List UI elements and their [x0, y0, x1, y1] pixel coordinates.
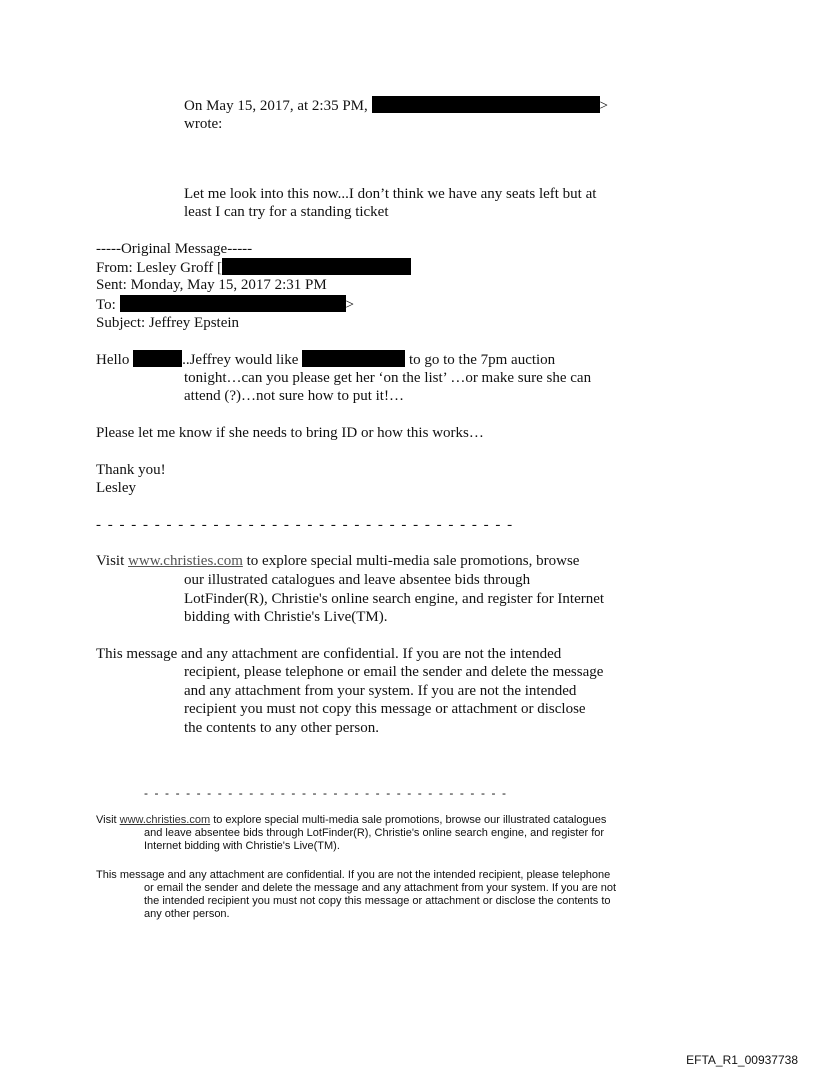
- confidential-line-4: recipient you must not copy this message or attachment or disclose: [184, 701, 586, 717]
- reply-wrote: wrote:: [184, 116, 223, 132]
- body-line-3: attend (?)…not sure how to put it!…: [184, 388, 404, 404]
- to-label: To:: [96, 297, 116, 313]
- visit-line-2: our illustrated catalogues and leave absentee bids through: [184, 572, 531, 588]
- confidential-line-2: recipient, please telephone or email the sender and delete the message: [184, 664, 604, 680]
- visit-line-4: bidding with Christie's Live(TM).: [184, 609, 388, 625]
- confidential-line-5: the contents to any other person.: [184, 720, 379, 736]
- visit-text-1: to explore special multi-media sale promotions, browse: [246, 553, 580, 569]
- footer-divider-2: - - - - - - - - - - - - - - - - - - - - - - - - - - - - - - - - - - -: [144, 786, 508, 800]
- visit-small-text-1: to explore special multi-media sale promotions, browse our illustrated catalogues: [213, 814, 607, 826]
- footer-divider: - - - - - - - - - - - - - - - - - - - - - - - - - - - - - - - - - - - -: [96, 517, 514, 533]
- visit-line-3: LotFinder(R), Christie's online search engine, and register for Internet: [184, 591, 605, 607]
- signature: Lesley: [96, 480, 136, 496]
- redaction-block: [372, 96, 600, 113]
- reply-header-prefix: On May 15, 2017, at 2:35 PM,: [184, 98, 368, 114]
- body-line-1b: to go to the 7pm auction: [408, 352, 556, 368]
- hello-text: Hello: [96, 352, 130, 368]
- reply-line-2: least I can try for a standing ticket: [184, 204, 389, 220]
- bates-number: EFTA_R1_00937738: [686, 1053, 798, 1067]
- reply-header: [184, 96, 608, 116]
- body-paragraph-2: Please let me know if she needs to bring ID or how this works…: [96, 425, 484, 441]
- body-line-1a: ..Jeffrey would like: [182, 352, 299, 368]
- confidential-small-line-3: the intended recipient you must not copy this message or attachment or disclose the contents to: [144, 895, 611, 907]
- visit-small-line-3: Internet bidding with Christie's Live(TM).: [144, 840, 340, 852]
- sent-line: Sent: Monday, May 15, 2017 2:31 PM: [96, 277, 327, 293]
- confidential-line-3: and any attachment from your system. If you are not the intended: [184, 683, 577, 699]
- to-line: [96, 295, 354, 315]
- reply-header-suffix: >: [599, 98, 608, 114]
- from-label: From: Lesley Groff [: [96, 260, 222, 276]
- from-line: [96, 258, 411, 278]
- greeting-line: [96, 350, 555, 370]
- redaction-block: [222, 258, 411, 275]
- visit-small-line-2: and leave absentee bids through LotFinder(R), Christie's online search engine, and register for: [144, 827, 605, 839]
- redaction-block: [133, 350, 182, 367]
- confidential-small-line-4: any other person.: [144, 908, 230, 920]
- visit-line-1: [96, 552, 579, 571]
- redaction-block: [120, 295, 346, 312]
- visit-small-line-1: [96, 814, 606, 827]
- visit-small-label: Visit: [96, 814, 117, 826]
- redaction-block: [302, 350, 405, 367]
- original-message-divider: -----Original Message-----: [96, 241, 253, 257]
- to-suffix: >: [345, 297, 355, 313]
- thanks-line: Thank you!: [96, 462, 166, 478]
- christies-link[interactable]: www.christies.com: [128, 553, 243, 569]
- christies-link-small[interactable]: www.christies.com: [119, 814, 211, 826]
- confidential-line-1: This message and any attachment are confidential. If you are not the intended: [96, 646, 562, 662]
- confidential-small-line-2: or email the sender and delete the message and any attachment from your system. If you are not: [144, 882, 617, 894]
- subject-line: Subject: Jeffrey Epstein: [96, 315, 240, 331]
- confidential-small-line-1: This message and any attachment are confidential. If you are not the intended recipient, please telephone: [96, 869, 611, 881]
- visit-label: Visit: [96, 553, 125, 569]
- reply-line-1: Let me look into this now...I don’t think we have any seats left but at: [184, 186, 597, 202]
- body-line-2: tonight…can you please get her ‘on the list’ …or make sure she can: [184, 370, 592, 386]
